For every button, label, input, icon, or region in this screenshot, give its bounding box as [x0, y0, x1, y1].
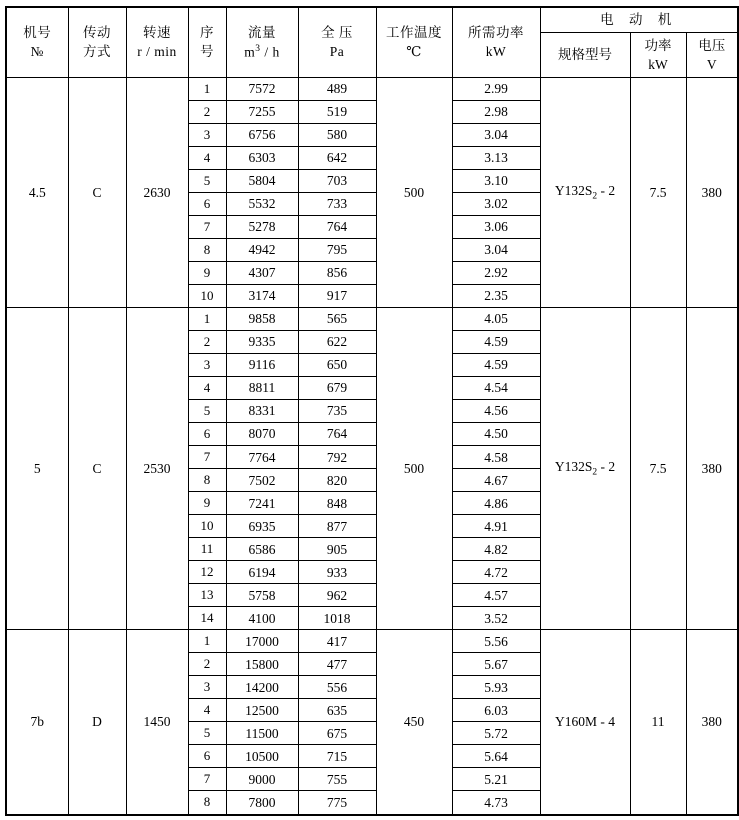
cell-machine-no: 7b	[6, 630, 68, 815]
header-seq-line2: 号	[200, 44, 214, 59]
cell-seq: 5	[188, 400, 226, 423]
cell-seq: 12	[188, 561, 226, 584]
cell-required-power: 5.67	[452, 653, 540, 676]
cell-flow: 5278	[226, 216, 298, 239]
cell-flow: 12500	[226, 699, 298, 722]
cell-pressure: 519	[298, 101, 376, 124]
header-required-power-line1: 所需功率	[468, 25, 524, 41]
header-work-temp-line1: 工作温度	[386, 25, 442, 41]
cell-pressure: 703	[298, 170, 376, 193]
cell-seq: 1	[188, 630, 226, 653]
cell-pressure: 635	[298, 699, 376, 722]
header-motor-voltage-line2: V	[706, 56, 717, 72]
cell-machine-no: 4.5	[6, 78, 68, 308]
cell-seq: 6	[188, 193, 226, 216]
cell-pressure: 675	[298, 722, 376, 745]
cell-seq: 3	[188, 676, 226, 699]
cell-required-power: 4.50	[452, 423, 540, 446]
cell-pressure: 622	[298, 331, 376, 354]
cell-pressure: 565	[298, 308, 376, 331]
cell-pressure: 650	[298, 354, 376, 377]
cell-flow: 7502	[226, 469, 298, 492]
cell-flow: 8811	[226, 377, 298, 400]
cell-seq: 14	[188, 607, 226, 630]
cell-required-power: 5.56	[452, 630, 540, 653]
cell-flow: 8070	[226, 423, 298, 446]
header-required-power-line2: kW	[485, 44, 507, 59]
cell-pressure: 905	[298, 538, 376, 561]
header-total-pressure-line1: 全 压	[321, 25, 353, 41]
cell-required-power: 4.56	[452, 400, 540, 423]
cell-flow: 5532	[226, 193, 298, 216]
cell-pressure: 933	[298, 561, 376, 584]
cell-pressure: 775	[298, 791, 376, 815]
cell-seq: 1	[188, 78, 226, 101]
cell-pressure: 792	[298, 446, 376, 469]
cell-flow: 5758	[226, 584, 298, 607]
cell-pressure: 856	[298, 262, 376, 285]
cell-seq: 7	[188, 768, 226, 791]
cell-flow: 3174	[226, 285, 298, 308]
cell-required-power: 2.98	[452, 101, 540, 124]
cell-speed: 1450	[126, 630, 188, 815]
cell-flow: 7764	[226, 446, 298, 469]
header-row-top	[6, 7, 738, 33]
cell-seq: 10	[188, 285, 226, 308]
cell-work-temp: 450	[376, 630, 452, 815]
cell-machine-no: 5	[6, 308, 68, 630]
cell-seq: 2	[188, 101, 226, 124]
cell-required-power: 5.21	[452, 768, 540, 791]
cell-pressure: 580	[298, 124, 376, 147]
header-motor-power-line2: kW	[648, 56, 668, 72]
header-motor-voltage-line1: 电压	[698, 37, 726, 53]
cell-flow: 7255	[226, 101, 298, 124]
cell-pressure: 848	[298, 492, 376, 515]
cell-required-power: 6.03	[452, 699, 540, 722]
cell-seq: 8	[188, 791, 226, 815]
cell-seq: 5	[188, 722, 226, 745]
cell-seq: 1	[188, 308, 226, 331]
cell-pressure: 795	[298, 239, 376, 262]
cell-seq: 11	[188, 538, 226, 561]
cell-flow: 4100	[226, 607, 298, 630]
cell-required-power: 4.82	[452, 538, 540, 561]
cell-pressure: 642	[298, 147, 376, 170]
cell-pressure: 733	[298, 193, 376, 216]
header-speed-line1: 转速	[143, 25, 171, 41]
table-row	[6, 630, 738, 653]
cell-pressure: 556	[298, 676, 376, 699]
cell-flow: 6194	[226, 561, 298, 584]
cell-required-power: 3.02	[452, 193, 540, 216]
cell-required-power: 5.64	[452, 745, 540, 768]
cell-seq: 13	[188, 584, 226, 607]
cell-required-power: 3.52	[452, 607, 540, 630]
cell-required-power: 5.93	[452, 676, 540, 699]
cell-flow: 7241	[226, 492, 298, 515]
cell-seq: 8	[188, 469, 226, 492]
cell-required-power: 3.04	[452, 239, 540, 262]
cell-seq: 2	[188, 331, 226, 354]
header-machine-no-line2: №	[30, 44, 44, 59]
cell-motor-model: $Y132S_2 - 2$	[540, 78, 630, 308]
cell-motor-power: 7.5	[630, 308, 686, 630]
cell-flow: 6586	[226, 538, 298, 561]
cell-seq: 2	[188, 653, 226, 676]
cell-flow: 15800	[226, 653, 298, 676]
cell-flow: 6303	[226, 147, 298, 170]
cell-seq: 3	[188, 124, 226, 147]
cell-flow: 7800	[226, 791, 298, 815]
cell-flow: 14200	[226, 676, 298, 699]
cell-required-power: 5.72	[452, 722, 540, 745]
cell-work-temp: 500	[376, 308, 452, 630]
header-machine-no	[6, 7, 68, 78]
cell-required-power: 3.13	[452, 147, 540, 170]
header-speed-line2: r / min	[137, 44, 177, 59]
cell-required-power: 4.05	[452, 308, 540, 331]
cell-flow: 8331	[226, 400, 298, 423]
cell-seq: 4	[188, 699, 226, 722]
cell-pressure: 917	[298, 285, 376, 308]
cell-motor-power: 7.5	[630, 78, 686, 308]
header-motor-power-line1: 功率	[644, 37, 672, 53]
cell-pressure: 417	[298, 630, 376, 653]
cell-motor-model: Y160M - 4	[540, 630, 630, 815]
cell-flow: 9335	[226, 331, 298, 354]
cell-required-power: 4.54	[452, 377, 540, 400]
cell-seq: 7	[188, 216, 226, 239]
cell-seq: 7	[188, 446, 226, 469]
cell-pressure: 755	[298, 768, 376, 791]
cell-pressure: 1018	[298, 607, 376, 630]
cell-seq: 9	[188, 262, 226, 285]
fan-specification-table	[5, 6, 739, 816]
cell-pressure: 764	[298, 216, 376, 239]
cell-seq: 5	[188, 170, 226, 193]
header-work-temp-line2: ℃	[406, 44, 422, 59]
cell-flow: 9000	[226, 768, 298, 791]
cell-drive-type: C	[68, 78, 126, 308]
header-required-power	[452, 7, 540, 78]
cell-speed: 2530	[126, 308, 188, 630]
cell-pressure: 735	[298, 400, 376, 423]
header-seq-line1: 序	[200, 25, 214, 41]
header-flow-unit-base: m	[244, 44, 256, 60]
header-flow-unit	[227, 44, 298, 60]
header-total-pressure-line2: Pa	[329, 44, 345, 59]
cell-speed: 2630	[126, 78, 188, 308]
cell-required-power: 4.59	[452, 354, 540, 377]
cell-pressure: 877	[298, 515, 376, 538]
cell-flow: 9116	[226, 354, 298, 377]
cell-required-power: 4.73	[452, 791, 540, 815]
cell-required-power: 4.59	[452, 331, 540, 354]
cell-required-power: 4.91	[452, 515, 540, 538]
cell-motor-model: $Y132S_2 - 2$	[540, 308, 630, 630]
cell-required-power: 4.67	[452, 469, 540, 492]
cell-seq: 6	[188, 745, 226, 768]
cell-required-power: 4.72	[452, 561, 540, 584]
header-seq	[188, 7, 226, 78]
cell-seq: 3	[188, 354, 226, 377]
table-header	[6, 7, 738, 78]
cell-flow: 9858	[226, 308, 298, 331]
table-row	[6, 308, 738, 331]
cell-seq: 4	[188, 147, 226, 170]
cell-seq: 6	[188, 423, 226, 446]
cell-pressure: 764	[298, 423, 376, 446]
cell-motor-voltage: 380	[686, 78, 738, 308]
header-flow	[226, 7, 298, 78]
table-row	[6, 78, 738, 101]
table-body	[6, 78, 738, 815]
header-drive-type-line1: 传动	[83, 25, 111, 41]
header-speed	[126, 7, 188, 78]
header-flow-unit-exp: 3	[255, 43, 261, 54]
cell-pressure: 679	[298, 377, 376, 400]
cell-pressure: 477	[298, 653, 376, 676]
cell-flow: 11500	[226, 722, 298, 745]
cell-motor-voltage: 380	[686, 308, 738, 630]
cell-required-power: 2.35	[452, 285, 540, 308]
cell-drive-type: C	[68, 308, 126, 630]
cell-flow: 6935	[226, 515, 298, 538]
cell-seq: 4	[188, 377, 226, 400]
cell-required-power: 4.86	[452, 492, 540, 515]
cell-pressure: 962	[298, 584, 376, 607]
cell-pressure: 820	[298, 469, 376, 492]
header-work-temp	[376, 7, 452, 78]
cell-flow: 4942	[226, 239, 298, 262]
cell-required-power: 2.99	[452, 78, 540, 101]
header-flow-unit-per: / h	[260, 44, 280, 60]
header-drive-type	[68, 7, 126, 78]
cell-seq: 9	[188, 492, 226, 515]
header-machine-no-line1: 机号	[23, 25, 52, 41]
header-motor-voltage	[686, 33, 738, 78]
header-motor-group: 电 动 机	[540, 7, 738, 33]
cell-seq: 8	[188, 239, 226, 262]
cell-flow: 5804	[226, 170, 298, 193]
cell-required-power: 2.92	[452, 262, 540, 285]
cell-flow: 4307	[226, 262, 298, 285]
cell-flow: 10500	[226, 745, 298, 768]
cell-work-temp: 500	[376, 78, 452, 308]
header-drive-type-line2: 方式	[83, 44, 111, 59]
header-flow-line1: 流量	[248, 25, 276, 41]
header-total-pressure	[298, 7, 376, 78]
cell-motor-voltage: 380	[686, 630, 738, 815]
cell-flow: 7572	[226, 78, 298, 101]
cell-pressure: 715	[298, 745, 376, 768]
header-motor-model: 规格型号	[540, 33, 630, 78]
cell-required-power: 3.04	[452, 124, 540, 147]
cell-required-power: 3.06	[452, 216, 540, 239]
cell-pressure: 489	[298, 78, 376, 101]
cell-required-power: 3.10	[452, 170, 540, 193]
header-motor-power	[630, 33, 686, 78]
cell-flow: 17000	[226, 630, 298, 653]
cell-motor-power: 11	[630, 630, 686, 815]
cell-flow: 6756	[226, 124, 298, 147]
cell-required-power: 4.57	[452, 584, 540, 607]
cell-required-power: 4.58	[452, 446, 540, 469]
cell-seq: 10	[188, 515, 226, 538]
cell-drive-type: D	[68, 630, 126, 815]
